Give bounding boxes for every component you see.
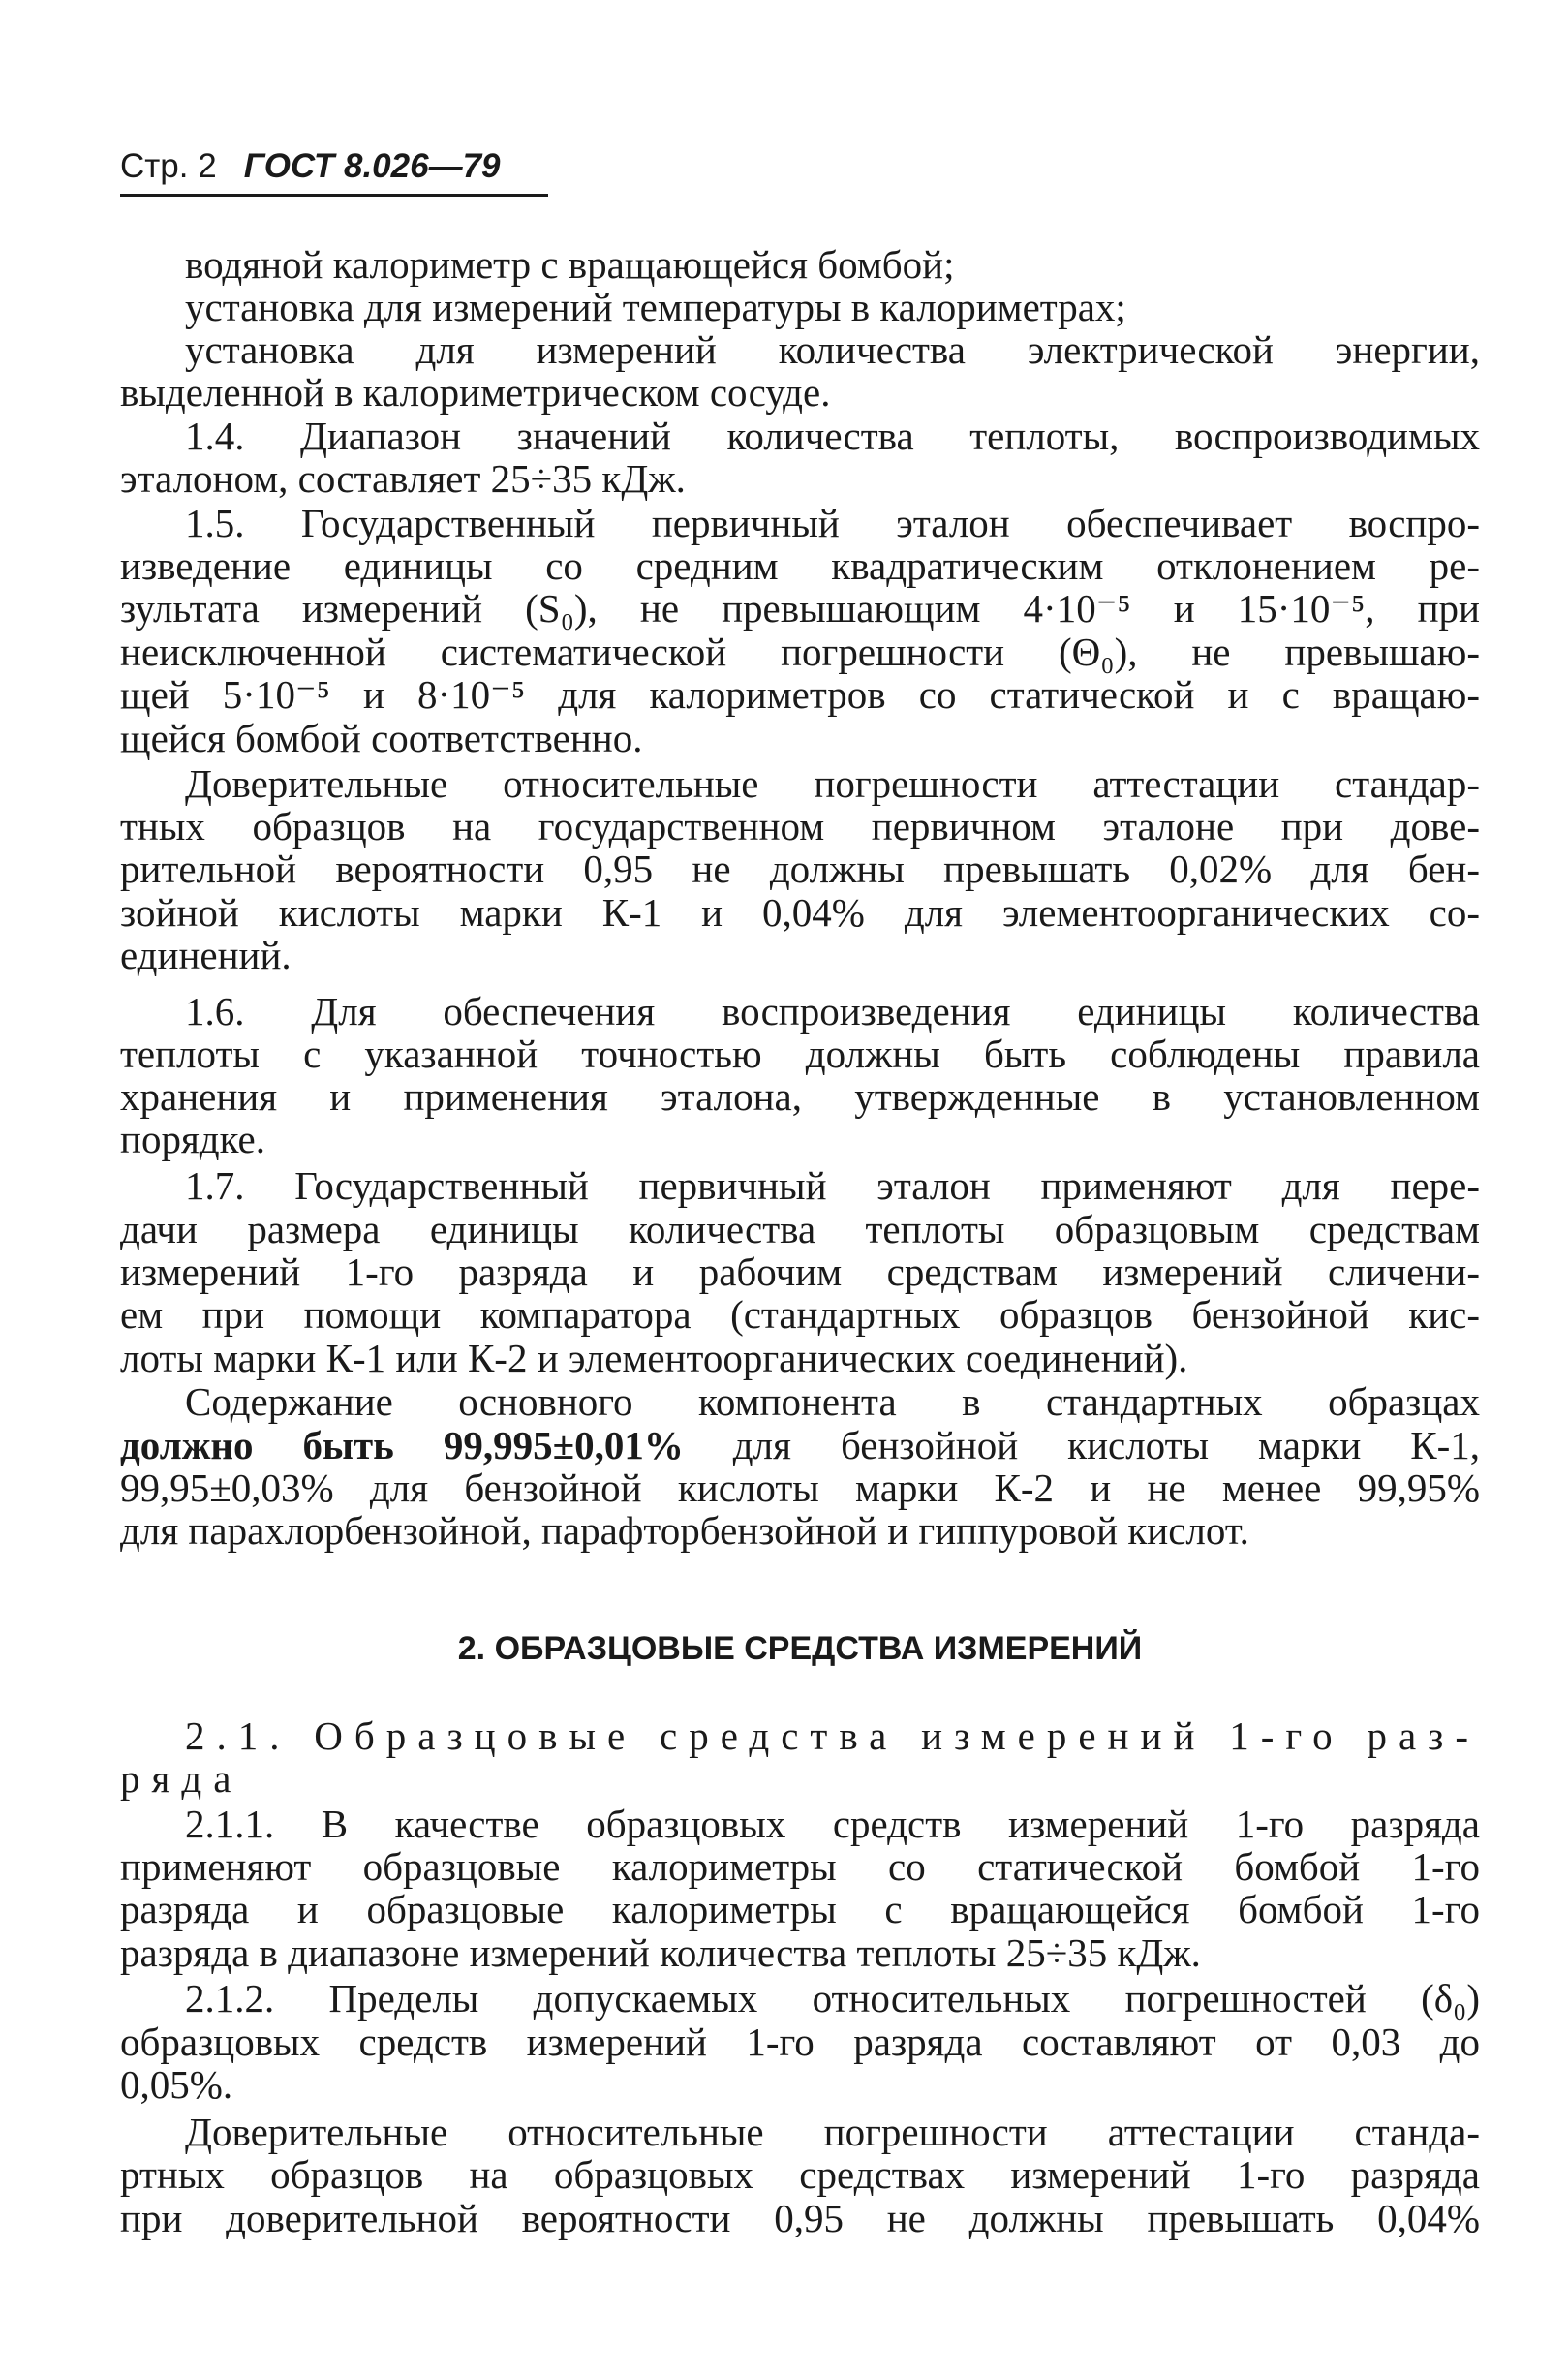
text-line: применяют образцовые калориметры со статической бомбой 1-го (120, 1844, 1480, 1889)
text-line: 1.5. Государственный первичный эталон обеспечивает воспро- (185, 501, 1480, 545)
text-line: 1.6. Для обеспечения воспроизведения единицы количества (185, 989, 1480, 1034)
text-line: тных образцов на государственном первичном эталоне при дове- (120, 804, 1480, 849)
text-line: измерений 1-го разряда и рабочим средствам измерений сличени- (120, 1250, 1480, 1294)
text-line: выделенной в калориметрическом сосуде. (120, 370, 831, 415)
text-line: рительной вероятности 0,95 не должны превышать 0,02% для бен- (120, 847, 1480, 891)
text-line: разряда и образцовые калориметры с вращающейся бомбой 1-го (120, 1887, 1480, 1931)
text-line: хранения и применения эталона, утвержденные в установленном (120, 1074, 1480, 1119)
text-line: ем при помощи компаратора (стандартных образцов бензойной кис- (120, 1292, 1480, 1337)
text-line: ртных образцов на образцовых средствах измерений 1-го разряда (120, 2152, 1480, 2197)
bold-requirement: должно быть 99,995±0,01% (120, 1423, 684, 1467)
text-line: лоты марки К-1 или К-2 и элементоорганических соединений). (120, 1336, 1188, 1380)
text-line: щей 5·10⁻⁵ и 8·10⁻⁵ для калориметров со статической и с вращаю- (120, 672, 1480, 717)
text-line: зойной кислоты марки К-1 и 0,04% для элементоорганических со- (120, 890, 1480, 935)
text-line: эталоном, составляет 25÷35 кДж. (120, 456, 686, 501)
text-line: 2.1.1. В качестве образцовых средств измерений 1-го разряда (185, 1802, 1480, 1846)
text-line: 1.4. Диапазон значений количества теплоты, воспроизводимых (185, 414, 1480, 458)
section-heading: 2. ОБРАЗЦОВЫЕ СРЕДСТВА ИЗМЕРЕНИЙ (457, 1630, 1143, 1667)
text-line: теплоты с указанной точностью должны быть соблюдены правила (120, 1032, 1480, 1076)
text-line: изведение единицы со средним квадратическим отклонением ре- (120, 543, 1480, 588)
text-line: 0,05%. (120, 2062, 233, 2107)
text-line: образцовых средств измерений 1-го разряда составляют от 0,03 до (120, 2020, 1480, 2064)
text-line: Доверительные относительные погрешности аттестации стандар- (185, 761, 1480, 806)
text-line: Доверительные относительные погрешности аттестации станда- (185, 2110, 1480, 2154)
standard-code: ГОСТ 8.026—79 (243, 147, 501, 185)
text-line (120, 1423, 1480, 1467)
text-line: ряда (120, 1756, 243, 1801)
text-line: зультата измерений (S₀), не превышающим 4·10⁻⁵ и 15·10⁻⁵, при (120, 586, 1480, 631)
header-rule (120, 194, 548, 197)
text-line: водяной калориметр с вращающейся бомбой; (185, 242, 955, 287)
text-line: установка для измерений температуры в калориметрах; (185, 285, 1126, 329)
text-line: 1.7. Государственный первичный эталон применяют для пере- (185, 1163, 1480, 1208)
text-line: установка для измерений количества электрической энергии, (185, 327, 1480, 372)
text-line: порядке. (120, 1117, 266, 1161)
text-line: 99,95±0,03% для бензойной кислоты марки К-2 и не менее 99,95% (120, 1466, 1480, 1510)
text-line: дачи размера единицы количества теплоты образцовым средствам (120, 1207, 1480, 1251)
text-line: 2.1. Образцовые средства измерений 1-го раз- (185, 1713, 1480, 1758)
text-line: единений. (120, 933, 292, 977)
text-span: для бензойной кислоты марки К-1, (683, 1423, 1480, 1467)
page-header (120, 145, 501, 188)
text-line: неисключенной систематической погрешности (Θ₀), не превышаю- (120, 630, 1480, 674)
text-line: для парахлорбензойной, парафторбензойной и гиппуровой кислот. (120, 1508, 1249, 1553)
text-line: Содержание основного компонента в стандартных образцах (185, 1379, 1480, 1424)
text-line: 2.1.2. Пределы допускаемых относительных погрешностей (δ₀) (185, 1976, 1480, 2021)
page-number: Стр. 2 (120, 147, 217, 185)
text-line: разряда в диапазоне измерений количества теплоты 25÷35 кДж. (120, 1930, 1201, 1975)
text-line: при доверительной вероятности 0,95 не должны превышать 0,04% (120, 2196, 1480, 2240)
text-line: щейся бомбой соответственно. (120, 716, 643, 760)
